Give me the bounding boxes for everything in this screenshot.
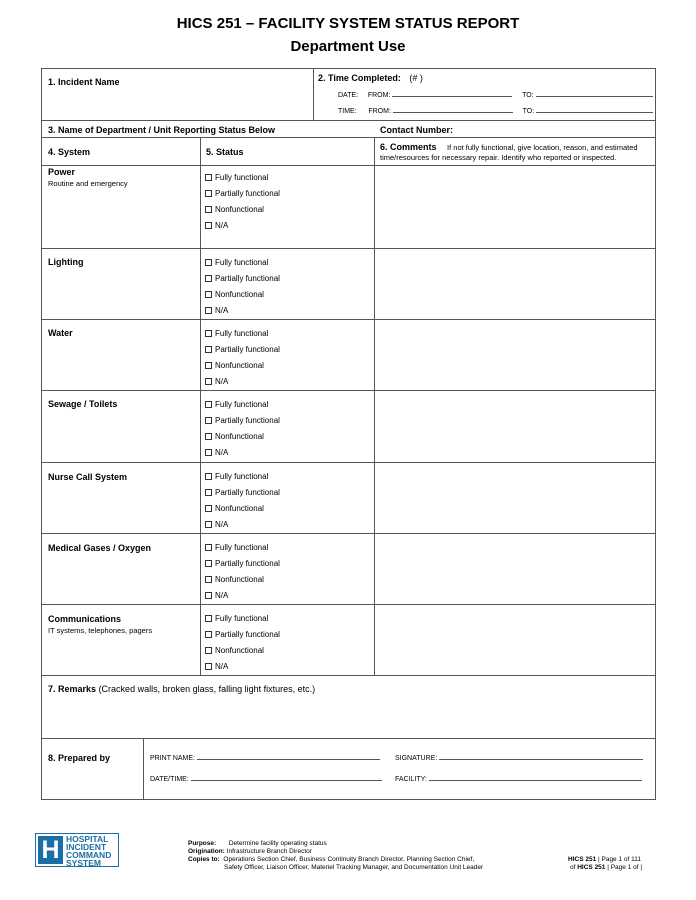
- checkbox-icon[interactable]: [205, 362, 212, 369]
- checkbox-icon[interactable]: [205, 378, 212, 385]
- status-option[interactable]: [205, 290, 264, 299]
- status-option[interactable]: [205, 591, 228, 600]
- status-option-label: N/A: [215, 520, 229, 529]
- checkbox-icon[interactable]: [205, 521, 212, 528]
- copies-line-2: Safety Officer, Liaison Officer, Materiel Tracking Manager, and Documentation Unit Leader: [224, 864, 484, 871]
- system-name: [48, 614, 152, 635]
- checkbox-icon[interactable]: [205, 560, 212, 567]
- purpose-line: Purpose: Determine facility operating status: [188, 840, 327, 847]
- divider: [42, 604, 655, 605]
- checkbox-icon[interactable]: [205, 417, 212, 424]
- form-title: HICS 251 – FACILITY SYSTEM STATUS REPORT: [176, 15, 520, 32]
- system-name-text: Power: [48, 167, 76, 177]
- system-name: [48, 543, 151, 553]
- checkbox-icon[interactable]: [205, 330, 212, 337]
- checkbox-icon[interactable]: [205, 433, 212, 440]
- status-option-label: N/A: [215, 377, 229, 386]
- divider: [42, 120, 655, 121]
- facility-row: FACILITY:: [395, 774, 642, 783]
- status-option[interactable]: [205, 205, 264, 214]
- status-option-label: Partially functional: [215, 630, 280, 639]
- checkbox-icon[interactable]: [205, 544, 212, 551]
- status-option[interactable]: [205, 345, 280, 354]
- status-option[interactable]: [205, 543, 268, 552]
- status-option-label: Fully functional: [215, 614, 269, 623]
- status-option-label: Fully functional: [215, 400, 269, 409]
- status-report-form: [41, 68, 656, 800]
- status-option[interactable]: [205, 274, 280, 283]
- status-option[interactable]: [205, 361, 264, 370]
- divider: [42, 462, 655, 463]
- status-option-label: N/A: [215, 448, 229, 457]
- prepared-by-label: 8. Prepared by: [48, 753, 111, 763]
- time-range-row: TIME: FROM: TO:: [338, 106, 653, 115]
- status-option-label: Nonfunctional: [215, 290, 264, 299]
- facility-field[interactable]: [429, 774, 642, 781]
- status-option-label: Nonfunctional: [215, 205, 264, 214]
- page-number: HICS 251 | Page 1 of 111: [568, 856, 642, 863]
- status-option-label: Nonfunctional: [215, 432, 264, 441]
- logo-word: SYSTEM: [66, 858, 101, 868]
- status-option[interactable]: [205, 432, 264, 441]
- logo-word: HOSPITAL: [66, 834, 109, 844]
- divider: [200, 137, 201, 675]
- checkbox-icon[interactable]: [205, 401, 212, 408]
- status-option[interactable]: [205, 488, 280, 497]
- status-option-label: Nonfunctional: [215, 361, 264, 370]
- date-to-field[interactable]: [536, 90, 653, 97]
- system-name: [48, 399, 117, 409]
- divider: [42, 137, 655, 138]
- status-option[interactable]: [205, 472, 268, 481]
- status-option[interactable]: [205, 520, 228, 529]
- hics-logo: [35, 833, 119, 867]
- time-from-field[interactable]: [393, 106, 513, 113]
- status-option[interactable]: [205, 400, 268, 409]
- status-option-label: Nonfunctional: [215, 504, 264, 513]
- checkbox-icon[interactable]: [205, 206, 212, 213]
- checkbox-icon[interactable]: [205, 663, 212, 670]
- status-option[interactable]: [205, 416, 280, 425]
- signature-row: SIGNATURE:: [395, 753, 643, 762]
- system-name: [48, 257, 84, 267]
- checkbox-icon[interactable]: [205, 505, 212, 512]
- status-option[interactable]: [205, 448, 228, 457]
- status-option[interactable]: [205, 173, 268, 182]
- divider: [143, 738, 144, 800]
- page-number-2: of HICS 251 | Page 1 of |: [570, 864, 643, 871]
- checkbox-icon[interactable]: [205, 647, 212, 654]
- divider: [42, 675, 655, 676]
- logo-word: INCIDENT: [66, 842, 107, 852]
- checkbox-icon[interactable]: [205, 291, 212, 298]
- status-option-label: Partially functional: [215, 488, 280, 497]
- divider: [42, 533, 655, 534]
- checkbox-icon[interactable]: [205, 307, 212, 314]
- comments-note: time/resources for necessary repair. Identify who reported or inspected.: [380, 153, 617, 162]
- divider: [42, 319, 655, 320]
- checkbox-icon[interactable]: [205, 222, 212, 229]
- system-description: Routine and emergency: [48, 179, 128, 188]
- checkbox-icon[interactable]: [205, 489, 212, 496]
- print-name-row: PRINT NAME:: [150, 753, 380, 762]
- status-option[interactable]: [205, 306, 228, 315]
- divider: [374, 137, 375, 675]
- status-option-label: N/A: [215, 221, 229, 230]
- origination-line: Origination: Infrastructure Branch Director: [188, 848, 312, 855]
- status-option[interactable]: [205, 504, 264, 513]
- incident-name-label: 1. Incident Name: [48, 77, 120, 87]
- checkbox-icon[interactable]: [205, 259, 212, 266]
- divider: [42, 738, 655, 739]
- date-from-field[interactable]: [392, 90, 512, 97]
- divider: [313, 69, 314, 120]
- divider: [42, 248, 655, 249]
- divider: [42, 165, 655, 166]
- print-name-field[interactable]: [197, 753, 380, 760]
- datetime-field[interactable]: [191, 774, 382, 781]
- system-name-text: Water: [48, 328, 73, 338]
- status-option-label: Partially functional: [215, 416, 280, 425]
- status-option-label: Fully functional: [215, 173, 269, 182]
- status-option-label: Fully functional: [215, 329, 269, 338]
- system-name: [48, 472, 127, 482]
- checkbox-icon[interactable]: [205, 615, 212, 622]
- checkbox-icon[interactable]: [205, 275, 212, 282]
- status-option[interactable]: [205, 377, 228, 386]
- checkbox-icon[interactable]: [205, 631, 212, 638]
- checkbox-icon[interactable]: [205, 174, 212, 181]
- status-option[interactable]: [205, 614, 268, 623]
- status-option-label: Nonfunctional: [215, 646, 264, 655]
- remarks-label: 7. Remarks (Cracked walls, broken glass, falling light fixtures, etc.): [48, 684, 316, 694]
- system-name: [48, 167, 128, 188]
- divider: [42, 390, 655, 391]
- status-option[interactable]: [205, 646, 264, 655]
- logo-mark: H: [38, 836, 63, 864]
- date-range-row: DATE: FROM: TO:: [338, 90, 653, 99]
- logo-word: COMMAND: [66, 850, 112, 860]
- system-column-header: 4. System: [48, 147, 91, 157]
- status-option-label: Fully functional: [215, 472, 269, 481]
- status-option-label: N/A: [215, 662, 229, 671]
- status-option[interactable]: [205, 189, 280, 198]
- system-name-text: Communications: [48, 614, 122, 624]
- checkbox-icon[interactable]: [205, 473, 212, 480]
- status-option-label: Nonfunctional: [215, 575, 264, 584]
- status-column-header: 5. Status: [206, 147, 244, 157]
- department-label: 3. Name of Department / Unit Reporting Status Below: [48, 125, 276, 135]
- status-option-label: N/A: [215, 306, 229, 315]
- status-option[interactable]: [205, 662, 228, 671]
- checkbox-icon[interactable]: [205, 190, 212, 197]
- status-option-label: Fully functional: [215, 258, 269, 267]
- time-to-field[interactable]: [536, 106, 653, 113]
- time-completed-label: 2. Time Completed: (# ): [318, 73, 423, 83]
- status-option-label: Fully functional: [215, 543, 269, 552]
- status-option-label: Partially functional: [215, 345, 280, 354]
- status-option[interactable]: [205, 258, 268, 267]
- system-name-text: Sewage / Toilets: [48, 399, 118, 409]
- checkbox-icon[interactable]: [205, 346, 212, 353]
- checkbox-icon[interactable]: [205, 592, 212, 599]
- status-option[interactable]: [205, 329, 268, 338]
- status-option[interactable]: [205, 221, 228, 230]
- checkbox-icon[interactable]: [205, 449, 212, 456]
- contact-number-label: Contact Number:: [380, 125, 454, 135]
- datetime-row: DATE/TIME:: [150, 774, 382, 783]
- status-option[interactable]: [205, 559, 280, 568]
- comments-column-header: 6. Comments If not fully functional, give location, reason, and estimated: [380, 142, 638, 152]
- status-option[interactable]: [205, 630, 280, 639]
- status-option-label: N/A: [215, 591, 229, 600]
- system-name-text: Medical Gases / Oxygen: [48, 543, 152, 553]
- copies-line: Copies to: Operations Section Chief, Business Continuity Branch Director, Planning Section Chief,: [188, 856, 475, 863]
- status-option-label: Partially functional: [215, 274, 280, 283]
- checkbox-icon[interactable]: [205, 576, 212, 583]
- status-option[interactable]: [205, 575, 264, 584]
- system-description: IT systems, telephones, pagers: [48, 626, 153, 635]
- system-name-text: Lighting: [48, 257, 84, 267]
- form-subtitle: Department Use: [290, 38, 406, 55]
- status-option-label: Partially functional: [215, 189, 280, 198]
- signature-field[interactable]: [439, 753, 643, 760]
- system-name-text: Nurse Call System: [48, 472, 128, 482]
- status-option-label: Partially functional: [215, 559, 280, 568]
- system-name: [48, 328, 73, 338]
